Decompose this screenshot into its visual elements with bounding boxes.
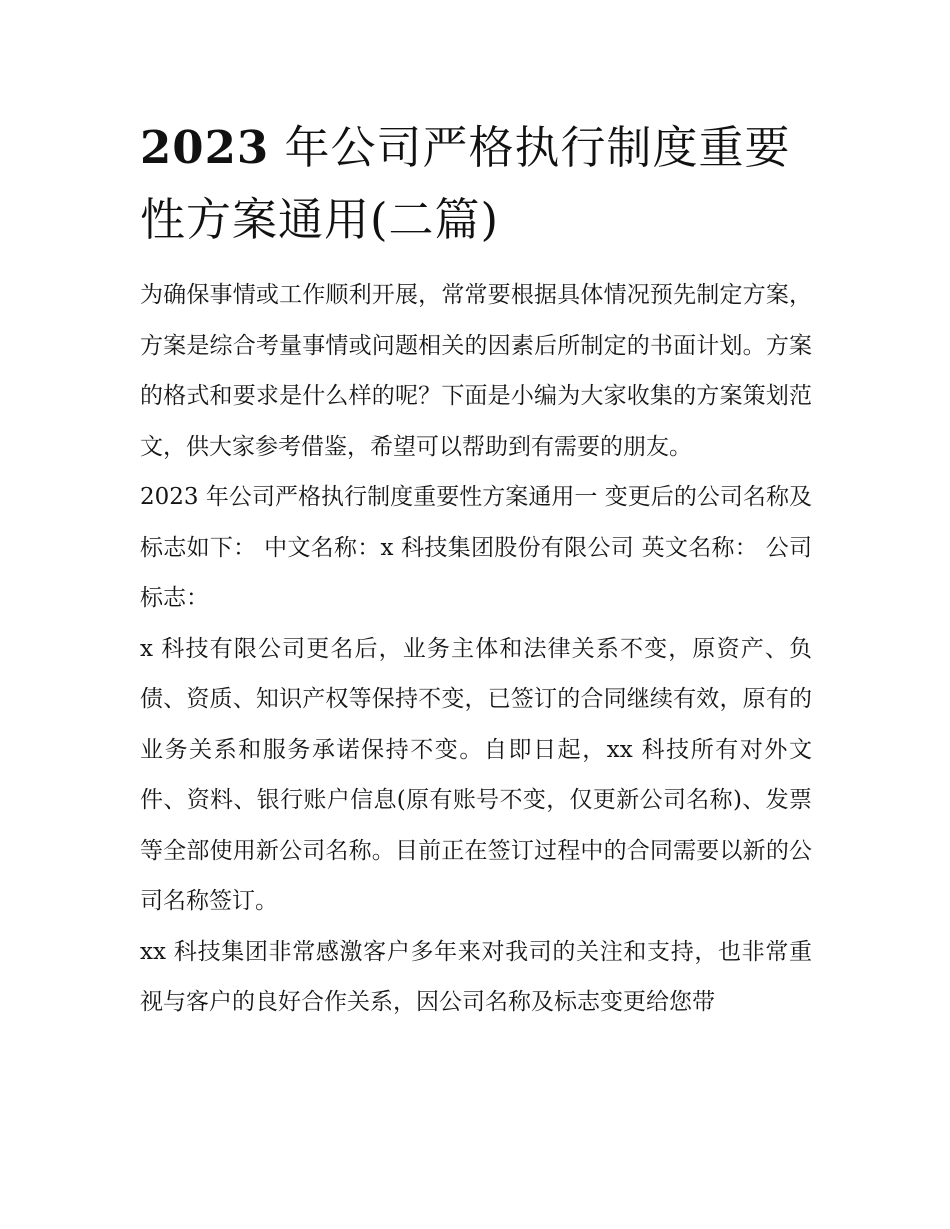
gratitude-paragraph: xx 科技集团非常感激客户多年来对我司的关注和支持，也非常重视与客户的良好合作关系，因公司名称及标志变更给您带 xyxy=(140,938,812,1015)
section-one-paragraph: 2023 年公司严格执行制度重要性方案通用一 变更后的公司名称及标志如下： 中文名称：x 科技集团股份有限公司 英文名称： 公司标志： xyxy=(140,484,812,611)
rename-effects-paragraph: x 科技有限公司更名后，业务主体和法律关系不变，原资产、负债、资质、知识产权等保持不变，已签订的合同继续有效，原有的业务关系和服务承诺保持不变。自即日起，xx 科技所有对外文件、资料、银行账户信息(原有账号不变，仅更新公司名称)、发票等全部使用新公司名称。目前正在签订过程中的合同需要以新的公司名称签订。 xyxy=(140,635,812,914)
document-page xyxy=(140,112,812,1028)
document-title-year: 2023 xyxy=(140,121,270,174)
document-title-text: 年公司严格执行制度重要性方案通用(二篇) xyxy=(140,121,791,246)
intro-paragraph: 为确保事情或工作顺利开展，常常要根据具体情况预先制定方案，方案是综合考量事情或问题相关的因素后所制定的书面计划。方案的格式和要求是什么样的呢？下面是小编为大家收集的方案策划范文，供大家参考借鉴，希望可以帮助到有需要的朋友。 xyxy=(140,282,812,460)
document-title xyxy=(140,112,812,256)
